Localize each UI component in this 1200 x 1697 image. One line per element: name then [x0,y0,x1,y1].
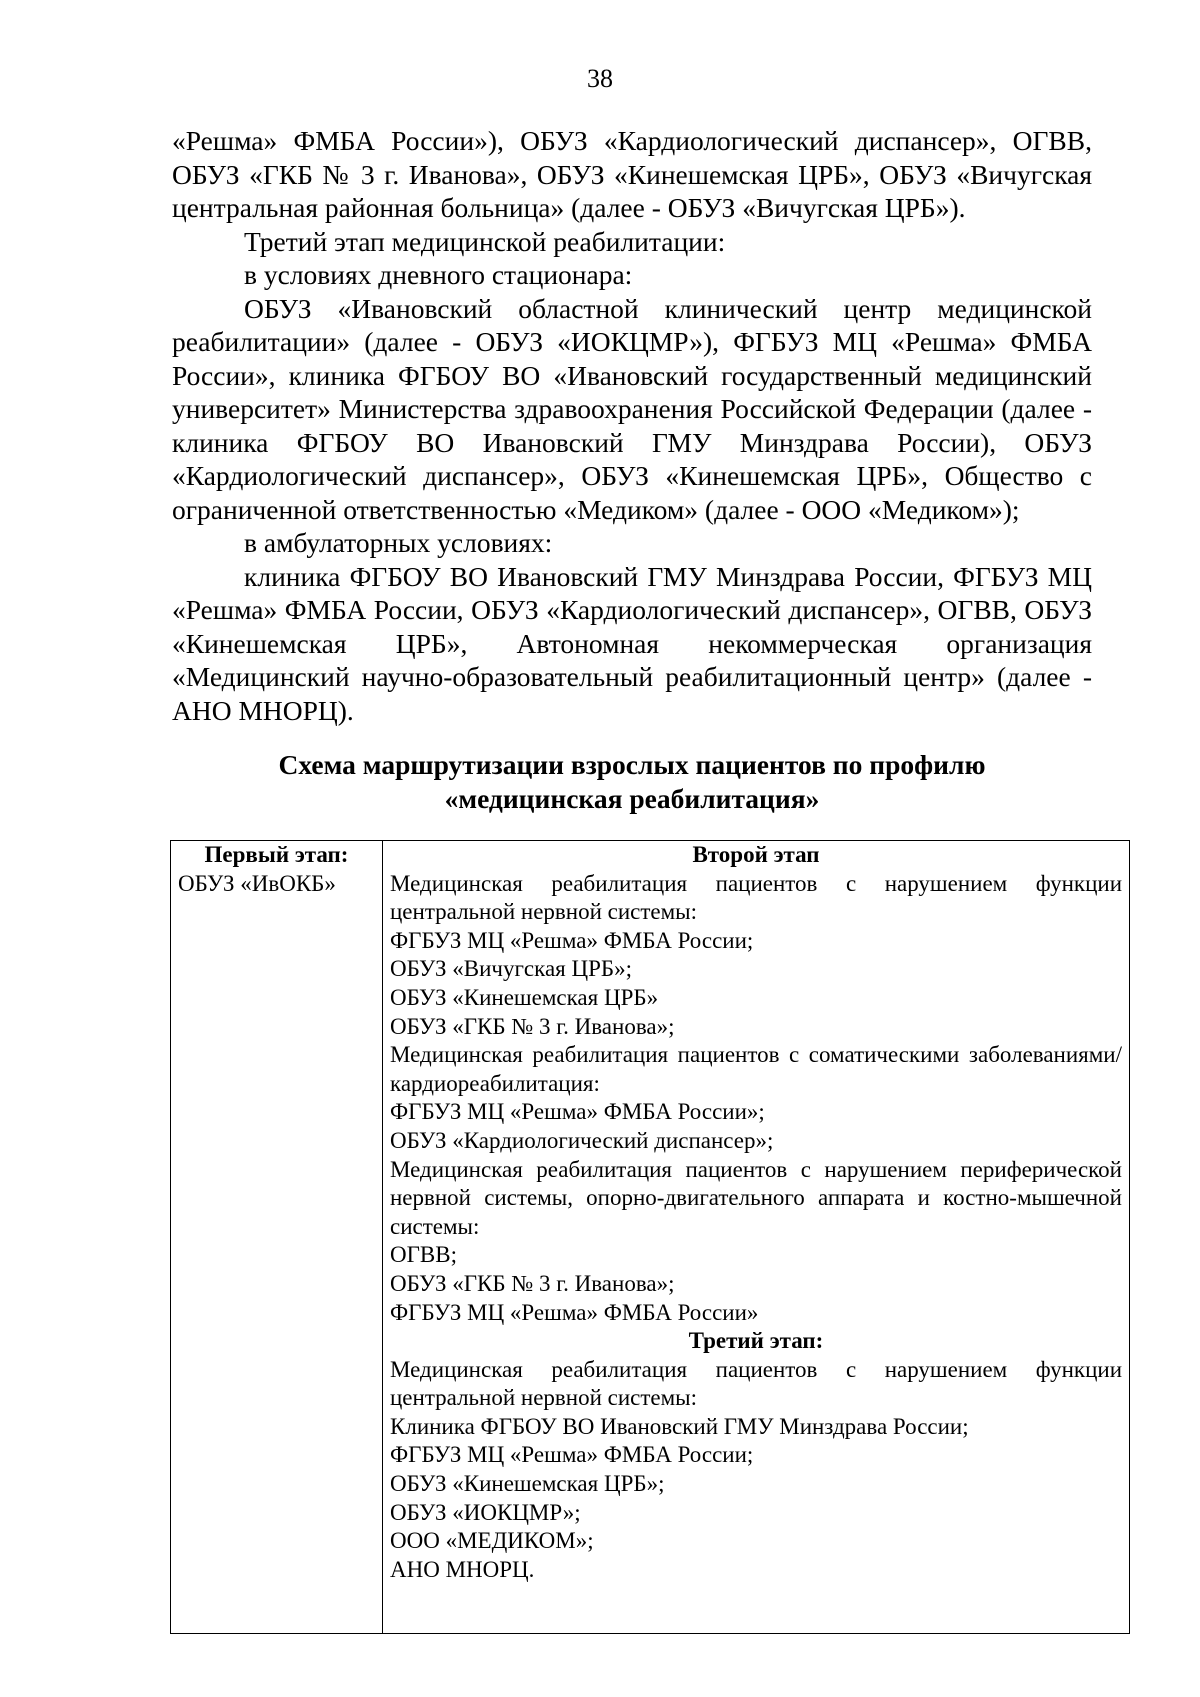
facility-item: ФГБУЗ МЦ «Решма» ФМБА России; [390,927,754,953]
third-stage-list [390,1356,1122,1585]
page-number: 38 [587,64,613,93]
third-stage-header: Третий этап: [688,1328,824,1354]
facility-item: ОБУЗ «ГКБ № 3 г. Иванова»; [390,1270,675,1296]
facility-item: ОГВВ; [390,1242,457,1268]
facility-item: ООО «МЕДИКОМ»; [390,1528,594,1554]
facility-item: ФГБУЗ МЦ «Решма» ФМБА России»; [390,1099,765,1125]
facility-item: ОБУЗ «ГКБ № 3 г. Иванова»; [390,1013,675,1039]
facility-item: Клиника ФГБОУ ВО Ивановский ГМУ Минздрава России; [390,1413,969,1439]
rehab-category-heading: Медицинская реабилитация пациентов с нарушением функции центральной нервной системы: [390,1356,1122,1411]
body-paragraph: Третий этап медицинской реабилитации: [244,225,726,257]
body-paragraph: «Решма» ФМБА России»), ОБУЗ «Кардиологический диспансер», ОГВВ, ОБУЗ «ГКБ № 3 г. Иванова», ОБУЗ «Кинешемская ЦРБ», ОБУЗ «Вичугская центральная районная больница» (далее - ОБУЗ «Вичугская ЦРБ»). [172,125,1092,223]
body-paragraph: в амбулаторных условиях: [244,527,553,558]
first-stage-header: Первый этап: [204,842,349,867]
facility-item: АНО МНОРЦ. [390,1556,535,1582]
facility-item: ОБУЗ «Кинешемская ЦРБ» [390,984,659,1010]
routing-scheme-table [170,840,1130,1634]
second-stage-header: Второй этап [692,842,820,867]
body-paragraph: в условиях дневного стационара: [244,259,633,290]
rehab-category-heading: Медицинская реабилитация пациентов с нарушением периферической нервной системы, опорно-двигательного аппарата и костно-мышечной системы: [390,1156,1122,1239]
facility-item: ОБУЗ «Вичугская ЦРБ»; [390,956,632,982]
first-stage-value: ОБУЗ «ИвОКБ» [178,870,336,896]
body-paragraph: клиника ФГБОУ ВО Ивановский ГМУ Минздрава России, ФГБУЗ МЦ «Решма» ФМБА России, ОБУЗ «Кардиологический диспансер», ОГВВ, ОБУЗ «Кинешемская ЦРБ», Автономная некоммерческая организация «Медицинский научно-образовательный реабилитационный центр» (далее - АНО МНОРЦ). [172,560,1092,726]
scheme-title-line: Схема маршрутизации взрослых пациентов по профилю [278,749,986,780]
rehab-category-heading: Медицинская реабилитация пациентов с соматическими заболеваниями/кардиореабилитация: [390,1042,1122,1096]
rehab-category-heading: Медицинская реабилитация пациентов с нарушением функции центральной нервной системы: [390,870,1122,925]
body-paragraph: ОБУЗ «Ивановский областной клинический центр медицинской реабилитации» (далее - ОБУЗ «ИОКЦМР»), ФГБУЗ МЦ «Решма» ФМБА России», клиника ФГБОУ ВО «Ивановский государственный медицинский университет» Министерства здравоохранения Российской Федерации (далее - клиника ФГБОУ ВО Ивановский ГМУ Минздрава России), ОБУЗ «Кардиологический диспансер», ОБУЗ «Кинешемская ЦРБ», Общество с ограниченной ответственностью «Медиком» (далее - ООО «Медиком»); [172,292,1092,525]
scheme-title [172,748,1092,816]
facility-item: ОБУЗ «Кинешемская ЦРБ»; [390,1471,665,1497]
facility-item: ФГБУЗ МЦ «Решма» ФМБА России» [390,1299,759,1325]
facility-item: ОБУЗ «Кардиологический диспансер»; [390,1127,774,1153]
body-text [172,124,1092,727]
facility-item: ФГБУЗ МЦ «Решма» ФМБА России; [390,1442,754,1468]
scheme-title-line: «медицинская реабилитация» [444,783,820,814]
stages-cell [383,841,1130,1634]
second-stage-list [390,870,1122,1328]
facility-item: ОБУЗ «ИОКЦМР»; [390,1499,581,1525]
first-stage-cell [171,841,383,1634]
